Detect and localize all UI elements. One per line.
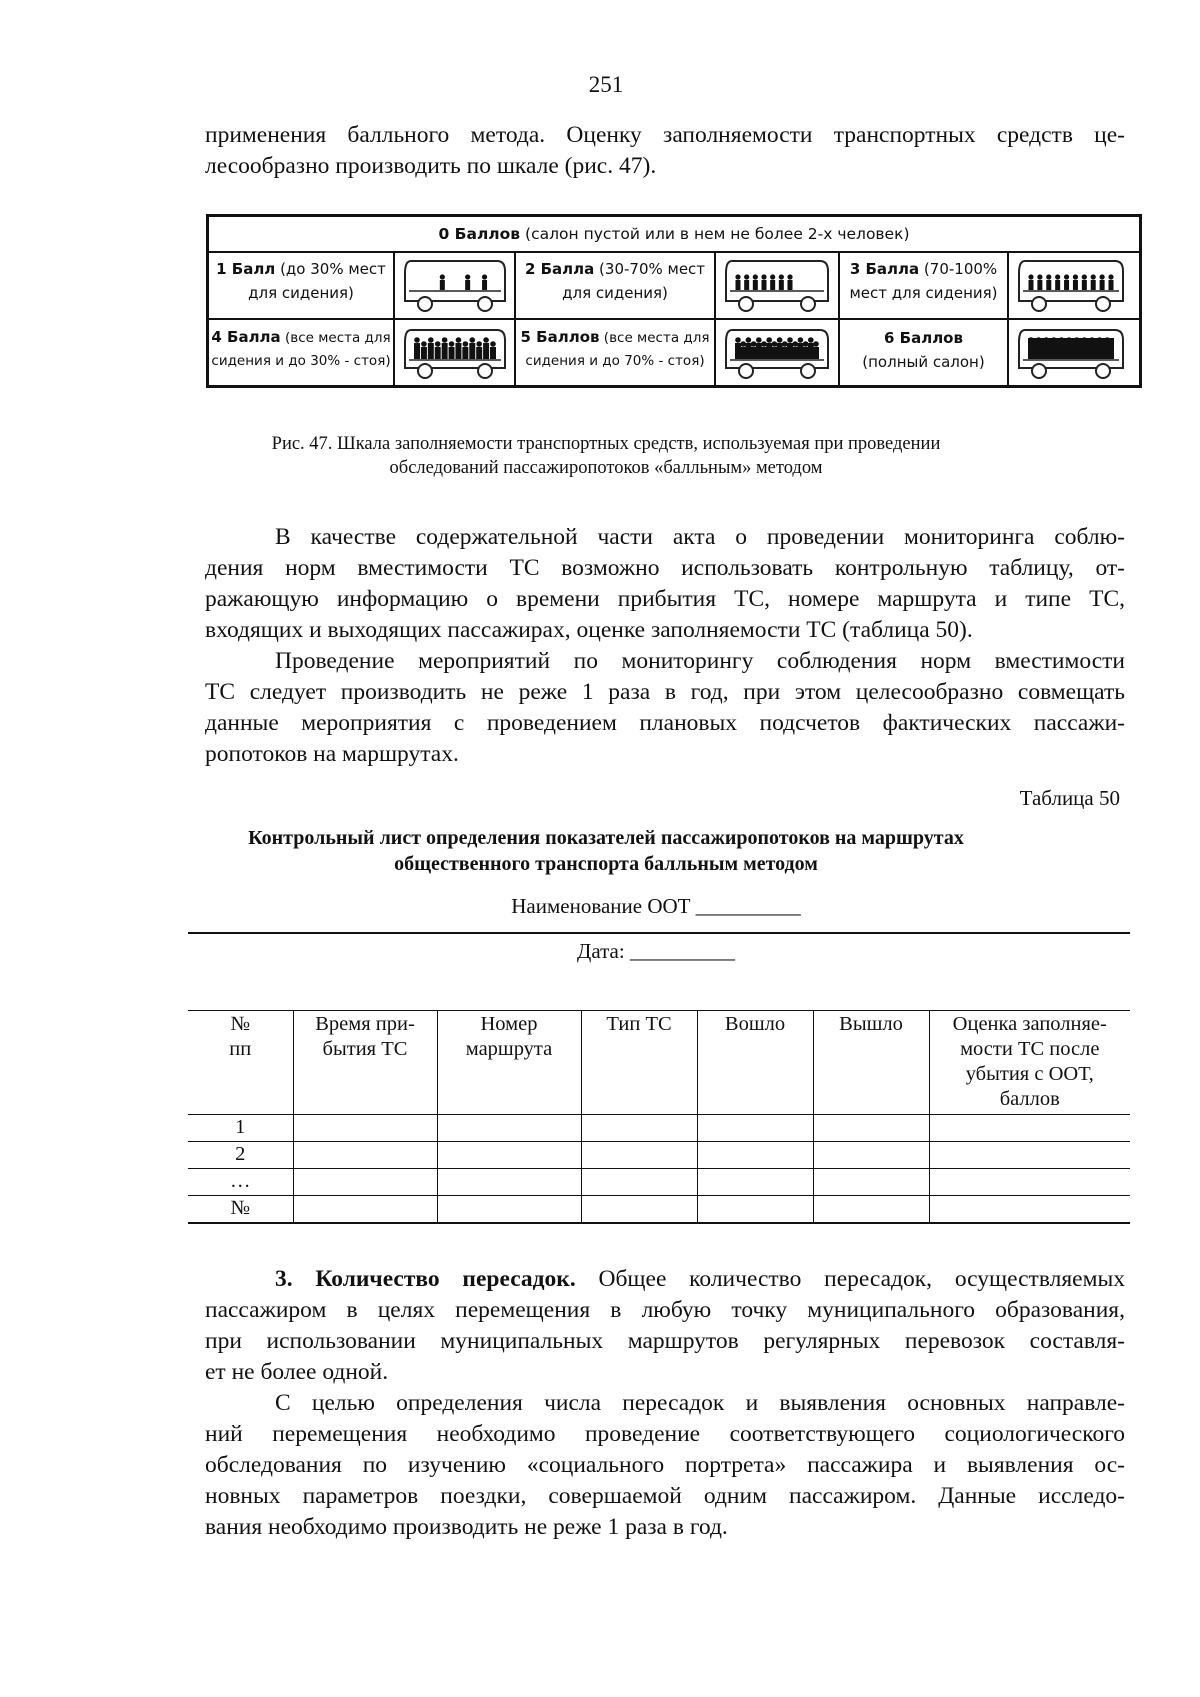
passenger-head [1046,274,1051,279]
passenger-body [813,347,819,359]
table-header-row [188,1011,1130,1115]
passenger-body [744,280,749,290]
page-number: 251 [588,72,624,97]
passenger-body [770,280,775,290]
passenger-body [771,347,777,359]
passenger-body [761,347,767,359]
table-title-line: общественного транспорта балльным методом [394,853,818,875]
passenger-body [1029,280,1034,290]
passenger-head [744,274,749,279]
table-title [0,825,1200,877]
scale-cell-title: 1 Балл [216,260,276,278]
passenger-head [469,337,475,343]
caption-line: обследований пассажиропотоков «балльным» методом [389,458,823,478]
bus-icon [722,326,832,380]
passenger-head [766,337,772,343]
passenger-head [1037,274,1042,279]
passenger-head [440,274,445,279]
passenger-body [462,347,468,359]
passenger-head [1082,274,1087,279]
passenger-body [440,280,445,290]
passenger-head [751,341,757,347]
table-row [188,1142,1130,1169]
scale-cell-text: (70-100% [923,260,998,278]
passenger-body [735,343,741,359]
passenger-body [490,347,496,359]
passenger-head [772,341,778,347]
scale-cell-text: (до 30% мест [280,260,386,278]
passenger-head [1091,274,1096,279]
paragraph-line: вания необходимо производить не реже 1 раза в год. [205,1514,728,1540]
paragraph-line: С целью определения числа пересадок и выявления основных направле- [275,1390,1125,1416]
passenger-head [1108,274,1113,279]
col-header-alighted: Вышло [813,1011,929,1115]
passenger-head [803,341,809,347]
bus-wheel [801,364,815,378]
passenger-body [762,280,767,290]
passenger-head [1073,274,1078,279]
bus-icon [722,257,832,313]
table-row [188,1115,1130,1142]
bus-wheel [418,297,432,311]
scale-header [209,217,1139,253]
passenger-body [782,347,788,359]
scale-cell-6 [840,320,1009,385]
passenger-body [753,280,758,290]
passenger-head [414,337,420,343]
passenger-body [751,347,757,359]
table-row [188,1196,1130,1224]
row-number: 2 [188,1142,293,1169]
bus-wheel [1032,364,1046,378]
row-number: 1 [188,1115,293,1142]
passenger-head [442,337,448,343]
bus-body [405,261,505,301]
passenger-body [756,343,762,359]
passenger-body [483,343,489,359]
bus-level-3 [1009,251,1139,320]
bus-body [1019,261,1123,301]
passenger-head [435,341,441,347]
passenger-head [735,337,741,343]
passenger-body [455,343,461,359]
paragraph-line: данные мероприятия с проведением плановых подсчетов фактических пассажи- [205,710,1125,736]
passenger-body [777,343,783,359]
paragraph-line: ет не более одной. [205,1359,389,1385]
paragraph-line: ТС следует производить не реже 1 раза в год, при этом целесообразно совмещать [205,679,1125,705]
passenger-head [761,274,766,279]
scale-cell-title: 4 Балла [211,328,281,346]
paragraph-monitoring [205,522,1125,770]
scale-cell-text: сидения и до 70% - стоя) [525,353,705,369]
scale-cell-text: (30-70% мест [599,260,706,278]
scale-cell-1 [209,251,395,320]
passenger-body [482,280,487,290]
passenger-head [753,274,758,279]
passenger-body [736,280,741,290]
intro-line: применения балльного метода. Оценку заполняемости транспортных средств це- [205,122,1125,148]
passenger-body [808,343,814,359]
passenger-head [746,337,752,343]
section-3-text: Общее количество пересадок, осуществляемых [575,1266,1125,1292]
scale-header-text: (салон пустой или в нем не более 2-х человек) [525,225,910,243]
passenger-head [770,274,775,279]
passenger-head [421,341,427,347]
paragraph-line: дения норм вместимости ТС возможно использовать контрольную таблицу, от- [205,555,1125,581]
passenger-body [449,347,455,359]
bus-icon [401,257,509,313]
bus-wheel [739,297,753,311]
table-label: Таблица 50 [1019,786,1120,810]
passenger-head [777,337,783,343]
row-number: … [188,1169,293,1196]
passenger-body [792,347,798,359]
bus-wheel [739,364,753,378]
section-3-title: 3. Количество пересадок. [275,1266,576,1292]
section-3-first-line [205,1264,1125,1295]
scale-cell-2 [516,251,716,320]
stop-name-line: Наименование ООТ __________ [511,894,801,918]
paragraph-line: пассажиром в целях перемещения в любую точку муниципального образования, [205,1297,1125,1323]
passenger-body [421,347,427,359]
passenger-head [787,337,793,343]
bus-wheel [801,297,815,311]
paragraph-line: ний перемещения необходимо проведение соответствующего социологического [205,1421,1125,1447]
bus-icon [1015,326,1127,380]
bus-wheel [1032,297,1046,311]
paragraph-line: ражающую информацию о времени прибытия ТС, номере маршрута и типе ТС, [205,586,1125,612]
scale-cell-title: 2 Балла [524,260,595,278]
passenger-body [766,343,772,359]
paragraph-line: Проведение мероприятий по мониторингу соблюдения норм вместимости [275,648,1125,674]
scale-cell-3 [840,251,1009,320]
passenger-head [428,337,434,343]
passenger-head [792,341,798,347]
passenger-crowd [1028,338,1114,358]
col-header-number: № пп [188,1011,293,1115]
bus-wheel [1096,364,1110,378]
passenger-body [442,343,448,359]
bus-wheel [478,364,492,378]
passenger-body [787,343,793,359]
passenger-body [1046,280,1051,290]
scale-cell-text: мест для сидения) [849,284,998,302]
bus-icon [1015,257,1127,313]
col-header-route-number: Номер маршрута [437,1011,581,1115]
passenger-head [735,274,740,279]
passenger-head [463,341,469,347]
date-line: Дата: __________ [577,939,735,963]
paragraph-line: при использовании муниципальных маршрутов регулярных перевозок составля- [205,1328,1125,1354]
paragraph-line: входящих и выходящих пассажирах, оценке заполняемости ТС (таблица 50). [205,617,973,643]
table-title-line: Контрольный лист определения показателей пассажиропотоков на маршрутах [248,827,964,849]
passenger-body [428,343,434,359]
passenger-head [782,341,788,347]
scale-cell-title: 5 Баллов [520,328,600,346]
bus-level-1 [395,251,516,320]
passenger-body [779,280,784,290]
passenger-head [465,274,470,279]
divider [188,932,1130,934]
bus-level-4 [395,320,516,385]
scale-cell-text: для сидения) [248,284,354,302]
passenger-body [414,343,420,359]
paragraph-line: новных параметров поездки, совершаемой одним пассажиром. Данные исследо- [205,1483,1125,1509]
passenger-body [1037,280,1042,290]
paragraph-line: ропотоков на маршрутах. [205,741,459,767]
passenger-head [482,274,487,279]
row-number: № [188,1196,293,1224]
bus-wheel [418,364,432,378]
caption-line: Рис. 47. Шкала заполняемости транспортных средств, используемая при проведении [271,434,941,454]
passenger-body [788,280,793,290]
bus-level-5 [716,320,840,385]
passenger-body [797,343,803,359]
passenger-head [1064,274,1069,279]
paragraph-line: В качестве содержательной части акта о проведении мониторинга соблю- [275,524,1125,550]
passenger-head [779,274,784,279]
passenger-body [469,343,475,359]
passenger-body [1082,280,1087,290]
scale-cell-text: сидения и до 30% - стоя) [211,353,391,369]
passenger-head [449,341,455,347]
col-header-boarded: Вошло [697,1011,813,1115]
passenger-head [476,341,482,347]
passenger-head [1100,274,1105,279]
figure-caption [0,432,1200,480]
bus-body [726,261,828,301]
fullness-scale-figure [206,214,1142,388]
passenger-head [761,341,767,347]
scale-cell-text: (полный салон) [862,353,985,371]
bus-level-2 [716,251,840,320]
col-header-fullness-score: Оценка заполняе- мости ТС после убытия с ООТ, баллов [929,1011,1130,1115]
passenger-head [813,341,819,347]
col-header-arrival-time: Время при- бытия ТС [293,1011,437,1115]
passenger-head [808,337,814,343]
passenger-head [756,337,762,343]
scale-cell-title: 6 Баллов [884,329,963,347]
passenger-body [1100,280,1105,290]
passenger-head [490,341,496,347]
bus-wheel [478,297,492,311]
passenger-body [1091,280,1096,290]
passenger-body [1064,280,1069,290]
scale-cell-text: для сидения) [562,284,668,302]
scale-cell-5 [516,320,716,385]
passenger-head [740,341,746,347]
paragraph-line: обследования по изучению «социального портрета» пассажира и выявления ос- [205,1452,1125,1478]
bus-wheel [1096,297,1110,311]
bus-icon [401,326,509,380]
bus-level-6 [1009,320,1139,385]
intro-paragraph [205,120,1125,182]
intro-line: лесообразно производить по шкале (рис. 47). [205,153,657,179]
scale-cell-4 [209,320,395,385]
control-table [188,1010,1130,1224]
passenger-body [476,347,482,359]
passenger-head [798,337,804,343]
passenger-body [745,343,751,359]
passenger-body [1073,280,1078,290]
passenger-body [435,347,441,359]
passenger-head [1028,274,1033,279]
table-row [188,1169,1130,1196]
scale-cell-title: 3 Балла [849,260,920,278]
scale-cell-text: (все места для [603,330,710,346]
passenger-body [803,347,809,359]
section-3 [205,1264,1125,1543]
scale-cell-text: (все места для [284,330,391,346]
passenger-head [1055,274,1060,279]
passenger-body [740,347,746,359]
col-header-vehicle-type: Тип ТС [581,1011,697,1115]
passenger-head [456,337,462,343]
passenger-body [1109,280,1114,290]
passenger-head [787,274,792,279]
scale-header-bold: 0 Баллов [438,225,521,243]
passenger-head [483,337,489,343]
passenger-body [1055,280,1060,290]
passenger-body [465,280,470,290]
